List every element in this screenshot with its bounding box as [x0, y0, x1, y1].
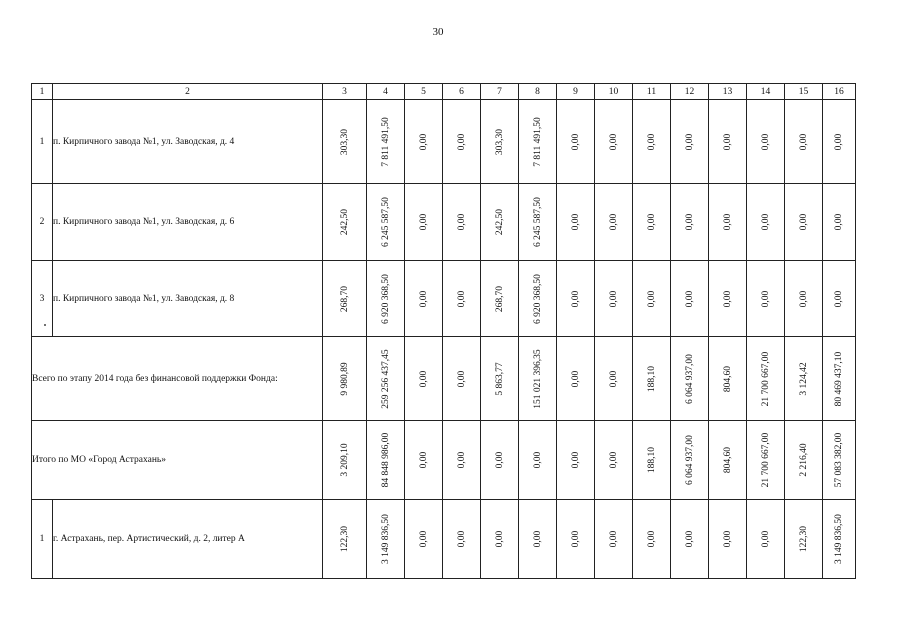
value-cell: 6 920 368,50 — [532, 273, 543, 324]
value-cell: 0,00 — [418, 370, 429, 387]
column-number: 13 — [709, 84, 747, 100]
value-cell: 80 469 437,10 — [834, 351, 844, 406]
value-cell: 0,00 — [722, 530, 733, 548]
column-number: 15 — [785, 84, 823, 100]
value-cell: 5 863,77 — [494, 361, 505, 396]
value-cell: 0,00 — [456, 133, 467, 150]
value-cell: 0,00 — [570, 530, 581, 548]
row-number: 3 — [32, 261, 53, 337]
column-number: 9 — [557, 84, 595, 100]
value-cell: 0,00 — [570, 213, 581, 231]
value-cell: 804,60 — [722, 365, 733, 392]
table-row — [32, 500, 856, 579]
value-cell: 268,70 — [339, 285, 350, 312]
value-cell: 0,00 — [834, 133, 844, 150]
value-cell: 0,00 — [684, 530, 695, 548]
value-cell: 0,00 — [456, 370, 467, 387]
value-cell: 0,00 — [684, 133, 695, 150]
value-cell: 3 124,42 — [798, 361, 809, 396]
column-number: 10 — [595, 84, 633, 100]
column-number: 12 — [671, 84, 709, 100]
value-cell: 7 811 491,50 — [380, 116, 391, 167]
page-number: 30 — [432, 26, 444, 38]
column-number: 6 — [443, 84, 481, 100]
value-cell: 0,00 — [456, 451, 467, 469]
value-cell: 0,00 — [834, 213, 844, 231]
value-cell: 0,00 — [532, 530, 543, 548]
value-cell: 0,00 — [608, 370, 619, 387]
summary-label: Всего по этапу 2014 года без финансовой поддержки Фонда: — [32, 337, 323, 421]
value-cell: 0,00 — [570, 451, 581, 469]
column-number: 16 — [823, 84, 856, 100]
row-number: 1 — [32, 100, 53, 184]
value-cell: 122,30 — [798, 525, 809, 553]
column-number: 11 — [633, 84, 671, 100]
column-number: 5 — [405, 84, 443, 100]
value-cell: 151 021 396,35 — [532, 348, 543, 409]
address-cell: п. Кирпичного завода №1, ул. Заводская, д. 4 — [53, 100, 323, 184]
value-cell: 122,30 — [339, 525, 350, 553]
column-number: 1 — [32, 84, 53, 100]
value-cell: 0,00 — [646, 133, 657, 150]
value-cell: 0,00 — [760, 213, 771, 231]
value-cell: 188,10 — [646, 446, 657, 474]
value-cell: 0,00 — [760, 290, 771, 307]
value-cell: 0,00 — [494, 530, 505, 548]
value-cell: 84 848 986,00 — [380, 432, 391, 488]
value-cell: 0,00 — [760, 133, 771, 150]
address-cell: п. Кирпичного завода №1, ул. Заводская, д. 8 — [53, 261, 323, 337]
table-row — [32, 100, 856, 184]
value-cell: 0,00 — [722, 133, 733, 150]
value-cell: 0,00 — [570, 290, 581, 307]
value-cell: 0,00 — [684, 213, 695, 231]
value-cell: 0,00 — [608, 290, 619, 307]
value-cell: 0,00 — [418, 290, 429, 307]
column-number: 3 — [323, 84, 367, 100]
value-cell: 242,50 — [494, 208, 505, 236]
column-number: 4 — [367, 84, 405, 100]
row-number: 2 — [32, 184, 53, 261]
value-cell: 0,00 — [418, 213, 429, 231]
value-cell: 0,00 — [646, 530, 657, 548]
summary-row — [32, 337, 856, 421]
value-cell: 0,00 — [418, 451, 429, 469]
value-cell: 303,30 — [339, 128, 350, 155]
value-cell: 0,00 — [570, 133, 581, 150]
column-number: 2 — [53, 84, 323, 100]
value-cell: 0,00 — [456, 213, 467, 231]
value-cell: 6 064 937,00 — [684, 435, 695, 485]
value-cell: 3 209,10 — [339, 443, 350, 477]
value-cell: 0,00 — [608, 133, 619, 150]
value-cell: 242,50 — [339, 208, 350, 236]
value-cell: 804,60 — [722, 446, 733, 474]
value-cell: 2 216,40 — [798, 443, 809, 477]
program-table — [31, 83, 856, 579]
value-cell: 3 149 836,50 — [834, 514, 844, 564]
value-cell: 9 980,89 — [339, 361, 350, 396]
value-cell: 0,00 — [646, 290, 657, 307]
address-cell: г. Астрахань, пер. Артистический, д. 2, литер А — [53, 500, 323, 579]
value-cell: 0,00 — [608, 451, 619, 469]
value-cell: 6 245 587,50 — [380, 197, 391, 247]
value-cell: 0,00 — [456, 530, 467, 548]
value-cell: 0,00 — [722, 290, 733, 307]
value-cell: 0,00 — [760, 530, 771, 548]
value-cell: 6 064 937,00 — [684, 353, 695, 404]
column-number: 14 — [747, 84, 785, 100]
value-cell: 268,70 — [494, 285, 505, 312]
value-cell: 0,00 — [798, 133, 809, 150]
value-cell: 7 811 491,50 — [532, 116, 543, 167]
value-cell: 0,00 — [834, 290, 844, 307]
table-row — [32, 261, 856, 337]
value-cell: 3 149 836,50 — [380, 514, 391, 564]
value-cell: 21 700 667,00 — [760, 351, 771, 406]
value-cell: 188,10 — [646, 365, 657, 392]
value-cell: 0,00 — [494, 451, 505, 469]
value-cell: 0,00 — [684, 290, 695, 307]
value-cell: 21 700 667,00 — [760, 432, 771, 488]
value-cell: 0,00 — [418, 133, 429, 150]
value-cell: 303,30 — [494, 128, 505, 155]
value-cell: 0,00 — [570, 370, 581, 387]
address-cell: п. Кирпичного завода №1, ул. Заводская, д. 6 — [53, 184, 323, 261]
value-cell: 0,00 — [608, 213, 619, 231]
column-number-row — [32, 84, 856, 100]
summary-label: Итого по МО «Город Астрахань» — [32, 421, 323, 500]
value-cell: 259 256 437,45 — [380, 348, 391, 409]
value-cell: 0,00 — [646, 213, 657, 231]
column-number: 7 — [481, 84, 519, 100]
value-cell: 6 920 368,50 — [380, 273, 391, 324]
table-row — [32, 184, 856, 261]
value-cell: 57 083 382,00 — [834, 432, 844, 488]
value-cell: 0,00 — [608, 530, 619, 548]
summary-row — [32, 421, 856, 500]
value-cell: 0,00 — [798, 290, 809, 307]
value-cell: 0,00 — [798, 213, 809, 231]
value-cell: 0,00 — [418, 530, 429, 548]
value-cell: 6 245 587,50 — [532, 197, 543, 247]
column-number: 8 — [519, 84, 557, 100]
value-cell: 0,00 — [532, 451, 543, 469]
value-cell: 0,00 — [456, 290, 467, 307]
value-cell: 0,00 — [722, 213, 733, 231]
scan-dot — [44, 324, 46, 326]
row-number: 1 — [32, 500, 53, 579]
